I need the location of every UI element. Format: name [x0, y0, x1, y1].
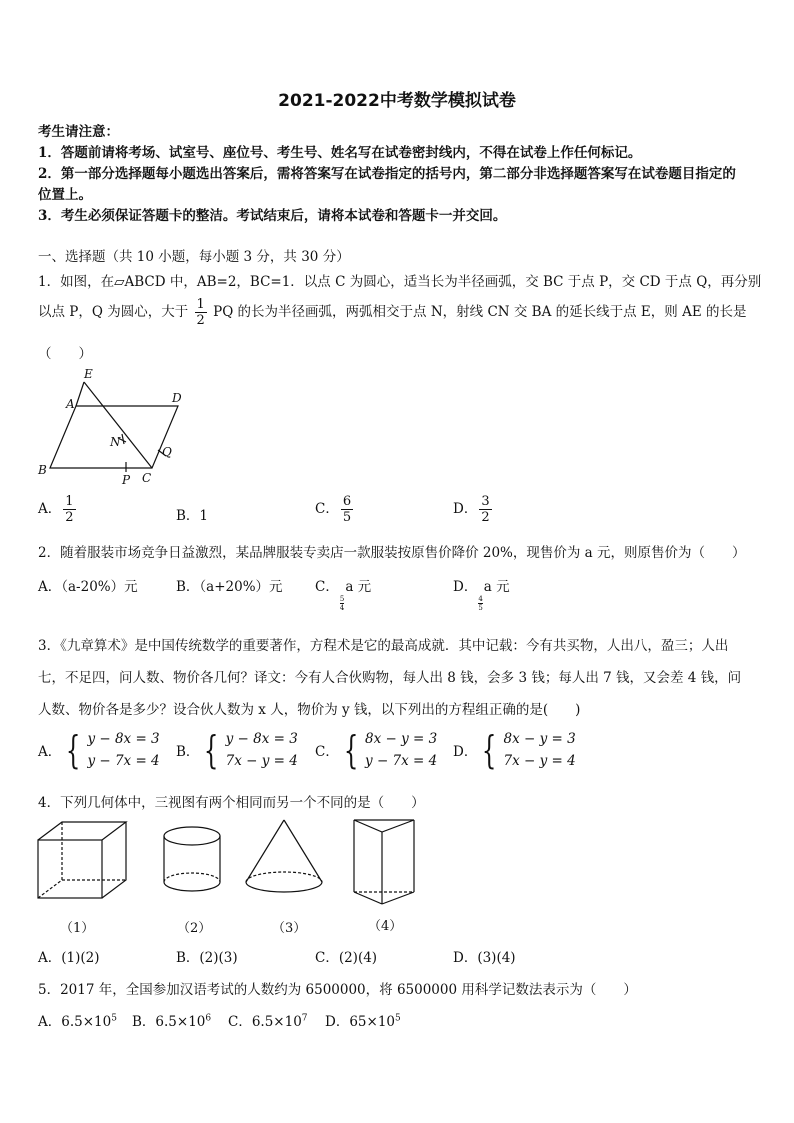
q2-option-c[interactable]	[315, 575, 371, 612]
solids-figure	[34, 816, 434, 912]
q5-option-c-base: C．6.5×10	[228, 1014, 302, 1030]
prism-shape	[354, 820, 414, 904]
brace-icon: {	[343, 728, 359, 772]
q2-option-d[interactable]	[453, 575, 510, 612]
q5-option-b[interactable]	[132, 1010, 211, 1030]
q3-option-b-eqs	[226, 728, 298, 772]
q3-option-a[interactable]	[38, 728, 160, 772]
q5-option-a[interactable]	[38, 1010, 117, 1030]
q1-option-b[interactable]: B．1	[176, 508, 209, 524]
q3-option-c-label: C．	[315, 744, 339, 760]
q3-line-2: 七，不足四，问人数、物价各几何？译文：今有人合伙购物，每人出 8 钱，会多 3 钱；每人出 7 钱，又会差 4 钱，问	[38, 670, 742, 686]
q4-option-a[interactable]: A．(1)(2)	[38, 950, 100, 966]
q2-option-c-den: 4	[339, 604, 345, 612]
q5-text: 5．2017 年，全国参加汉语考试的人数约为 6500000，将 6500000 用科学记数法表示为（ ）	[38, 982, 637, 998]
label-p: P	[122, 473, 131, 487]
q3-option-a-system	[38, 728, 160, 772]
q2-option-c-label: C．	[315, 579, 339, 595]
q5-option-d[interactable]	[325, 1010, 401, 1030]
q1-option-c-frac	[341, 494, 353, 525]
cube-shape	[38, 822, 126, 898]
q5-option-c[interactable]	[228, 1010, 308, 1030]
q3-option-c[interactable]	[315, 728, 437, 772]
notice-item-1: 1．答题前请将考场、试室号、座位号、考生号、姓名写在试卷密封线内，不得在试卷上作任何标记。	[38, 145, 642, 161]
q1-option-c-den: 5	[342, 510, 352, 525]
q1-option-a[interactable]	[38, 494, 78, 525]
cylinder-shape	[164, 827, 220, 891]
q1-option-d-num: 3	[481, 494, 490, 509]
q1-option-d-den: 2	[481, 510, 490, 525]
q1-line-2b: PQ 的长为半径画弧，两弧相交于点 N，射线 CN 交 BA 的延长线于点 E，则 AE 的长是	[213, 304, 747, 320]
label-q: Q	[162, 445, 172, 459]
q2-option-c-num: 5	[339, 595, 345, 603]
q3-line-3: 人数、物价各是多少？设合伙人数为 x 人，物价为 y 钱，以下列出的方程组正确的是( )	[38, 702, 581, 718]
q1-fraction-num: 1	[196, 297, 205, 312]
brace-icon: {	[66, 728, 81, 772]
q3-option-c-system	[315, 728, 437, 772]
q2-text: 2．随着服装市场竞争日益激烈，某品牌服装专卖店一款服装按原售价降价 20%，现售价为 a 元，则原售价为（ ）	[38, 545, 746, 561]
q4-option-d[interactable]: D．(3)(4)	[453, 950, 516, 966]
q1-line-1: 1．如图，在▱ABCD 中，AB=2，BC=1．以点 C 为圆心，适当长为半径画弧，交 BC 于点 P，交 CD 于点 Q，再分别	[38, 274, 762, 290]
q4-caption-4: （4）	[368, 919, 403, 934]
section-heading: 一、选择题（共 10 小题，每小题 3 分，共 30 分）	[38, 249, 350, 265]
q1-option-a-frac	[63, 494, 75, 525]
q2-option-d-num: 4	[478, 595, 483, 603]
q1-option-c-label: C．	[315, 501, 339, 517]
q1-fraction-den: 2	[196, 313, 205, 328]
q3-option-c-eqs	[365, 728, 437, 772]
q1-option-d-label: D．	[453, 501, 478, 517]
q3-option-d-eq1: 8x − y = 3	[503, 731, 576, 747]
brace-icon: {	[482, 728, 497, 772]
q5-option-a-exp: 5	[111, 1013, 117, 1024]
q3-option-b[interactable]	[176, 728, 298, 772]
q5-option-b-exp: 6	[205, 1013, 212, 1024]
q2-option-d-frac	[478, 595, 482, 612]
parallelogram-figure	[30, 364, 190, 488]
q1-line-3: （ ）	[38, 346, 92, 362]
q2-option-c-tail: a 元	[345, 579, 372, 595]
q3-option-a-eq2: y − 7x = 4	[87, 753, 160, 769]
q2-option-d-label: D．	[453, 579, 478, 595]
q5-option-d-exp: 5	[395, 1013, 401, 1024]
q4-text: 4．下列几何体中，三视图有两个相同而另一个不同的是（ ）	[38, 795, 425, 811]
notice-item-3: 3．考生必须保证答题卡的整洁。考试结束后，请将本试卷和答题卡一并交回。	[38, 208, 507, 224]
q3-option-b-eq1: y − 8x = 3	[225, 731, 298, 747]
q3-option-b-eq2: 7x − y = 4	[225, 753, 298, 769]
q5-option-b-base: B．6.5×10	[132, 1014, 206, 1030]
q3-option-a-eq1: y − 8x = 3	[87, 731, 160, 747]
q3-option-c-eq2: y − 7x = 4	[365, 753, 438, 769]
q2-option-a[interactable]: A．（a-20%）元	[38, 579, 138, 595]
extension-ba	[76, 382, 84, 406]
q1-option-a-num: 1	[65, 494, 74, 509]
label-d: D	[172, 391, 182, 405]
q1-option-c-num: 6	[342, 494, 352, 509]
q3-option-d-system	[453, 728, 576, 772]
ray-cn	[84, 382, 152, 468]
label-n: N	[110, 435, 121, 449]
brace-icon: {	[204, 728, 219, 772]
q3-option-a-label: A．	[38, 744, 62, 760]
q1-option-a-label: A．	[38, 501, 62, 517]
label-c: C	[142, 471, 152, 485]
q4-caption-2: （2）	[177, 921, 212, 936]
label-e: E	[84, 367, 93, 381]
q3-option-d-eq2: 7x − y = 4	[503, 753, 576, 769]
q3-option-d-label: D．	[453, 744, 478, 760]
label-a: A	[66, 397, 75, 411]
q1-option-c[interactable]	[315, 494, 355, 525]
q3-option-c-eq1: 8x − y = 3	[365, 731, 438, 747]
q2-option-b[interactable]: B．（a+20%）元	[176, 579, 283, 595]
q1-fraction	[195, 297, 207, 328]
notice-heading: 考生请注意：	[38, 124, 119, 140]
q5-option-c-exp: 7	[301, 1013, 308, 1024]
q2-option-d-den: 5	[478, 604, 483, 612]
q1-option-d-frac	[479, 494, 491, 525]
q4-option-c[interactable]: C．(2)(4)	[315, 950, 378, 966]
q2-option-c-frac	[340, 595, 344, 612]
q1-line-2	[38, 297, 746, 328]
q3-option-d[interactable]	[453, 728, 576, 772]
notice-item-2: 2．第一部分选择题每小题选出答案后，需将答案写在试卷指定的括号内，第二部分非选择题答案写在试卷题目指定的	[38, 166, 736, 182]
page-title: 2021-2022中考数学模拟试卷	[278, 91, 516, 111]
q3-option-d-eqs	[504, 728, 576, 772]
q4-option-b[interactable]: B．(2)(3)	[176, 950, 238, 966]
q1-option-d[interactable]	[453, 494, 494, 525]
notice-item-2-cont: 位置上。	[38, 187, 92, 203]
q5-option-d-base: D．65×10	[325, 1014, 395, 1030]
q5-option-a-base: A．6.5×10	[38, 1014, 112, 1030]
q3-option-a-eqs	[87, 728, 159, 772]
q4-caption-1: （1）	[60, 921, 95, 936]
cone-shape	[246, 820, 322, 892]
q3-option-b-system	[176, 728, 298, 772]
label-b: B	[38, 463, 47, 477]
q3-line-1: 3．《九章算术》是中国传统数学的重要著作，方程术是它的最高成就．其中记载：今有共买物，人出八，盈三；人出	[38, 638, 729, 654]
q4-caption-3: （3）	[272, 921, 307, 936]
q1-line-2a: 以点 P，Q 为圆心，大于	[38, 304, 189, 320]
q3-option-b-label: B．	[176, 744, 200, 760]
q2-option-d-tail: a 元	[483, 579, 510, 595]
q1-option-a-den: 2	[65, 510, 74, 525]
